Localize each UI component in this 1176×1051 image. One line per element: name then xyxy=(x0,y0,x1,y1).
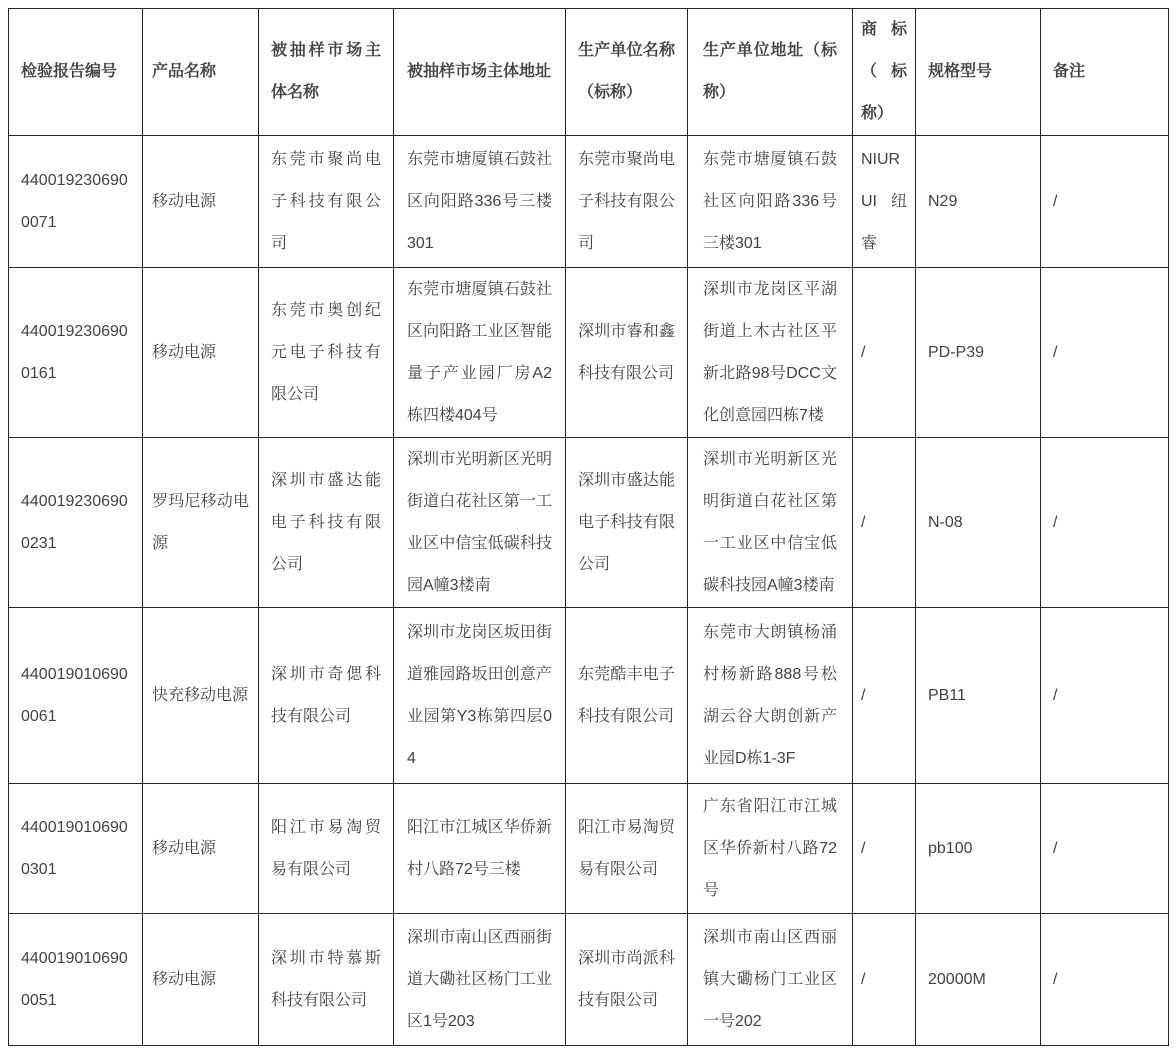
cell-producer-name: 阳江市易淘贸易有限公司 xyxy=(566,784,688,914)
cell-sampled-entity-address: 深圳市光明新区光明街道白花社区第一工业区中信宝低碳科技园A幢3楼南 xyxy=(394,438,566,608)
cell-remarks: / xyxy=(1041,608,1169,784)
cell-producer-name: 深圳市睿和鑫科技有限公司 xyxy=(566,268,688,438)
cell-model: N29 xyxy=(916,136,1041,268)
column-header-producer-address: 生产单位地址（标称） xyxy=(688,9,853,136)
cell-remarks: / xyxy=(1041,438,1169,608)
cell-trademark: / xyxy=(853,608,916,784)
cell-report-no: 4400190106900061 xyxy=(9,608,143,784)
cell-trademark: / xyxy=(853,914,916,1046)
cell-model: PB11 xyxy=(916,608,1041,784)
column-header-trademark: 商标（标称） xyxy=(853,9,916,136)
table-row xyxy=(9,268,1169,438)
cell-remarks: / xyxy=(1041,136,1169,268)
cell-sampled-entity-name: 深圳市奇偲科技有限公司 xyxy=(259,608,394,784)
cell-remarks: / xyxy=(1041,784,1169,914)
cell-producer-address: 广东省阳江市江城区华侨新村八路72号 xyxy=(688,784,853,914)
cell-remarks: / xyxy=(1041,268,1169,438)
cell-trademark: / xyxy=(853,784,916,914)
cell-product-name: 快充移动电源 xyxy=(143,608,259,784)
cell-report-no: 4400192306900071 xyxy=(9,136,143,268)
cell-producer-address: 东莞市大朗镇杨涌村杨新路888号松湖云谷大朗创新产业园D栋1-3F xyxy=(688,608,853,784)
cell-sampled-entity-address: 东莞市塘厦镇石鼓社区向阳路336号三楼301 xyxy=(394,136,566,268)
cell-producer-name: 深圳市盛达能电子科技有限公司 xyxy=(566,438,688,608)
cell-trademark: / xyxy=(853,268,916,438)
cell-trademark: NIURUI 纽睿 xyxy=(853,136,916,268)
cell-report-no: 4400192306900231 xyxy=(9,438,143,608)
cell-product-name: 移动电源 xyxy=(143,784,259,914)
cell-producer-address: 深圳市南山区西丽镇大磡杨门工业区一号202 xyxy=(688,914,853,1046)
cell-model: pb100 xyxy=(916,784,1041,914)
cell-sampled-entity-name: 东莞市奥创纪元电子科技有限公司 xyxy=(259,268,394,438)
cell-sampled-entity-name: 深圳市盛达能电子科技有限公司 xyxy=(259,438,394,608)
cell-producer-address: 深圳市龙岗区平湖街道上木古社区平新北路98号DCC文化创意园四栋7楼 xyxy=(688,268,853,438)
inspection-report-table xyxy=(8,8,1169,1046)
cell-sampled-entity-name: 东莞市聚尚电子科技有限公司 xyxy=(259,136,394,268)
cell-producer-name: 深圳市尚派科技有限公司 xyxy=(566,914,688,1046)
cell-producer-name: 东莞酷丰电子科技有限公司 xyxy=(566,608,688,784)
cell-sampled-entity-address: 深圳市龙岗区坂田街道雅园路坂田创意产业园第Y3栋第四层04 xyxy=(394,608,566,784)
cell-model: N-08 xyxy=(916,438,1041,608)
cell-product-name: 移动电源 xyxy=(143,268,259,438)
cell-sampled-entity-address: 深圳市南山区西丽街道大磡社区杨门工业区1号203 xyxy=(394,914,566,1046)
cell-sampled-entity-address: 东莞市塘厦镇石鼓社区向阳路工业区智能量子产业园厂房A2栋四楼404号 xyxy=(394,268,566,438)
cell-producer-name: 东莞市聚尚电子科技有限公司 xyxy=(566,136,688,268)
column-header-remarks: 备注 xyxy=(1041,9,1169,136)
cell-product-name: 移动电源 xyxy=(143,914,259,1046)
cell-product-name: 罗玛尼移动电源 xyxy=(143,438,259,608)
cell-report-no: 4400190106900051 xyxy=(9,914,143,1046)
cell-report-no: 4400190106900301 xyxy=(9,784,143,914)
column-header-model: 规格型号 xyxy=(916,9,1041,136)
table-row xyxy=(9,136,1169,268)
table-body xyxy=(9,136,1169,1046)
cell-sampled-entity-name: 阳江市易淘贸易有限公司 xyxy=(259,784,394,914)
column-header-sampled-entity-name: 被抽样市场主体名称 xyxy=(259,9,394,136)
table-row xyxy=(9,438,1169,608)
cell-producer-address: 东莞市塘厦镇石鼓社区向阳路336号三楼301 xyxy=(688,136,853,268)
cell-model: PD-P39 xyxy=(916,268,1041,438)
cell-model: 20000M xyxy=(916,914,1041,1046)
column-header-product-name: 产品名称 xyxy=(143,9,259,136)
cell-sampled-entity-address: 阳江市江城区华侨新村八路72号三楼 xyxy=(394,784,566,914)
table-row xyxy=(9,784,1169,914)
column-header-sampled-entity-address: 被抽样市场主体地址 xyxy=(394,9,566,136)
cell-report-no: 4400192306900161 xyxy=(9,268,143,438)
column-header-report-no: 检验报告编号 xyxy=(9,9,143,136)
header-row xyxy=(9,9,1169,136)
table-row xyxy=(9,914,1169,1046)
column-header-producer-name: 生产单位名称（标称） xyxy=(566,9,688,136)
table-row xyxy=(9,608,1169,784)
cell-trademark: / xyxy=(853,438,916,608)
cell-product-name: 移动电源 xyxy=(143,136,259,268)
cell-sampled-entity-name: 深圳市特慕斯科技有限公司 xyxy=(259,914,394,1046)
cell-remarks: / xyxy=(1041,914,1169,1046)
cell-producer-address: 深圳市光明新区光明街道白花社区第一工业区中信宝低碳科技园A幢3楼南 xyxy=(688,438,853,608)
